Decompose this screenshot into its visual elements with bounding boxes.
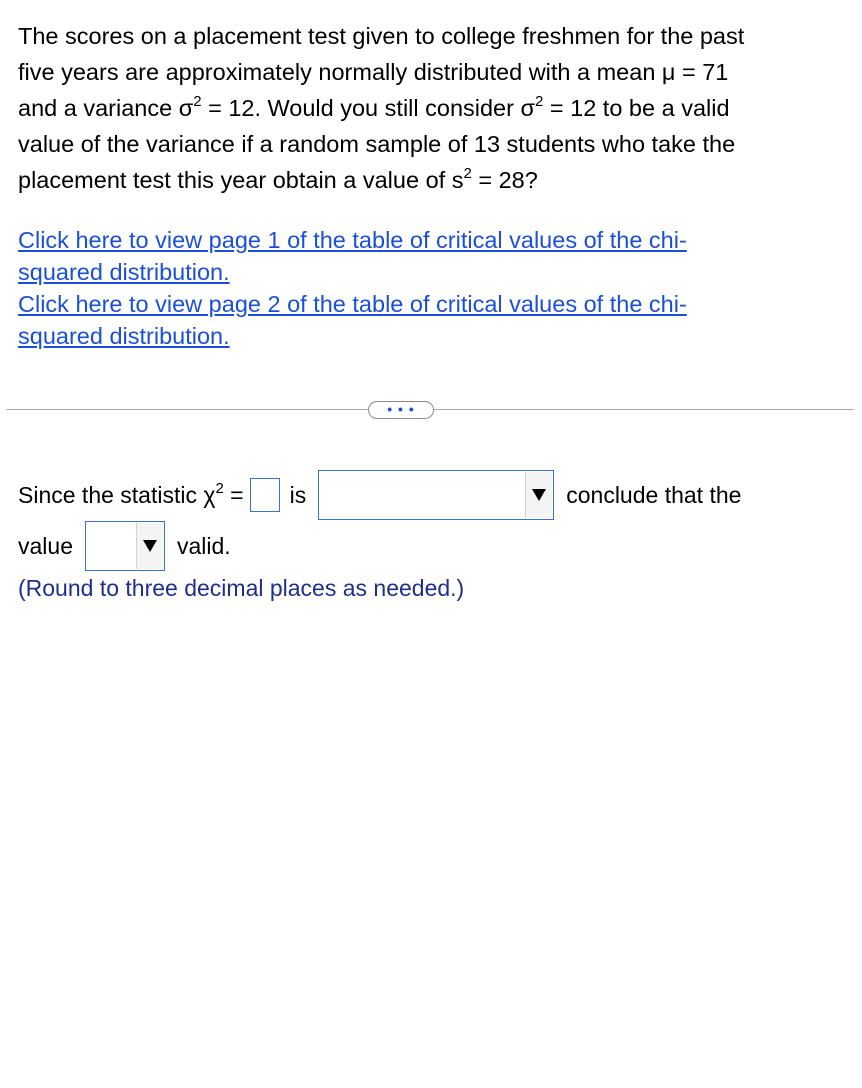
validity-dropdown[interactable] [85,521,165,571]
chi-squared-table-page-1-link[interactable]: Click here to view page 1 of the table of critical values of the chi- squared distribution. [18,227,687,285]
answer-row-1 [18,470,741,520]
conclude-label: conclude that the [566,481,742,508]
is-label: is [289,481,307,508]
comparison-dropdown[interactable] [318,470,554,520]
table-links [18,224,838,352]
value-label: value [18,532,73,559]
answer-row-2 [18,521,231,571]
since-statistic-label: Since the statistic $\chi^2$ = [18,479,244,508]
exponent: 2 [463,165,472,182]
question-line-4: value of the variance if a random sample of 13 students who take the [18,131,736,157]
exponent: 2 [535,93,544,110]
chevron-down-icon[interactable] [525,472,552,518]
rounding-note: (Round to three decimal places as needed.) [18,575,465,601]
chi-squared-table-page-2-link[interactable]: Click here to view page 2 of the table of critical values of the chi- squared distribution. [18,291,687,349]
question-line-1: The scores on a placement test given to college freshmen for the past [18,23,745,49]
question-line-2: five years are approximately normally distributed with a mean μ = 71 [18,59,729,85]
chi-square-statistic-input[interactable] [250,478,280,512]
chevron-down-icon[interactable] [136,523,163,569]
more-options-button[interactable]: • • • [368,401,434,419]
exponent: 2 [193,93,202,110]
question-line-3: and a variance $\sigma^2 = 12$. Would you still consider $\sigma^2 = 12$ to be a valid [18,93,730,121]
question-line-5: placement test this year obtain a value of $s^2 = 28$? [18,165,538,193]
valid-label: valid. [176,532,231,559]
question-text [18,18,838,198]
